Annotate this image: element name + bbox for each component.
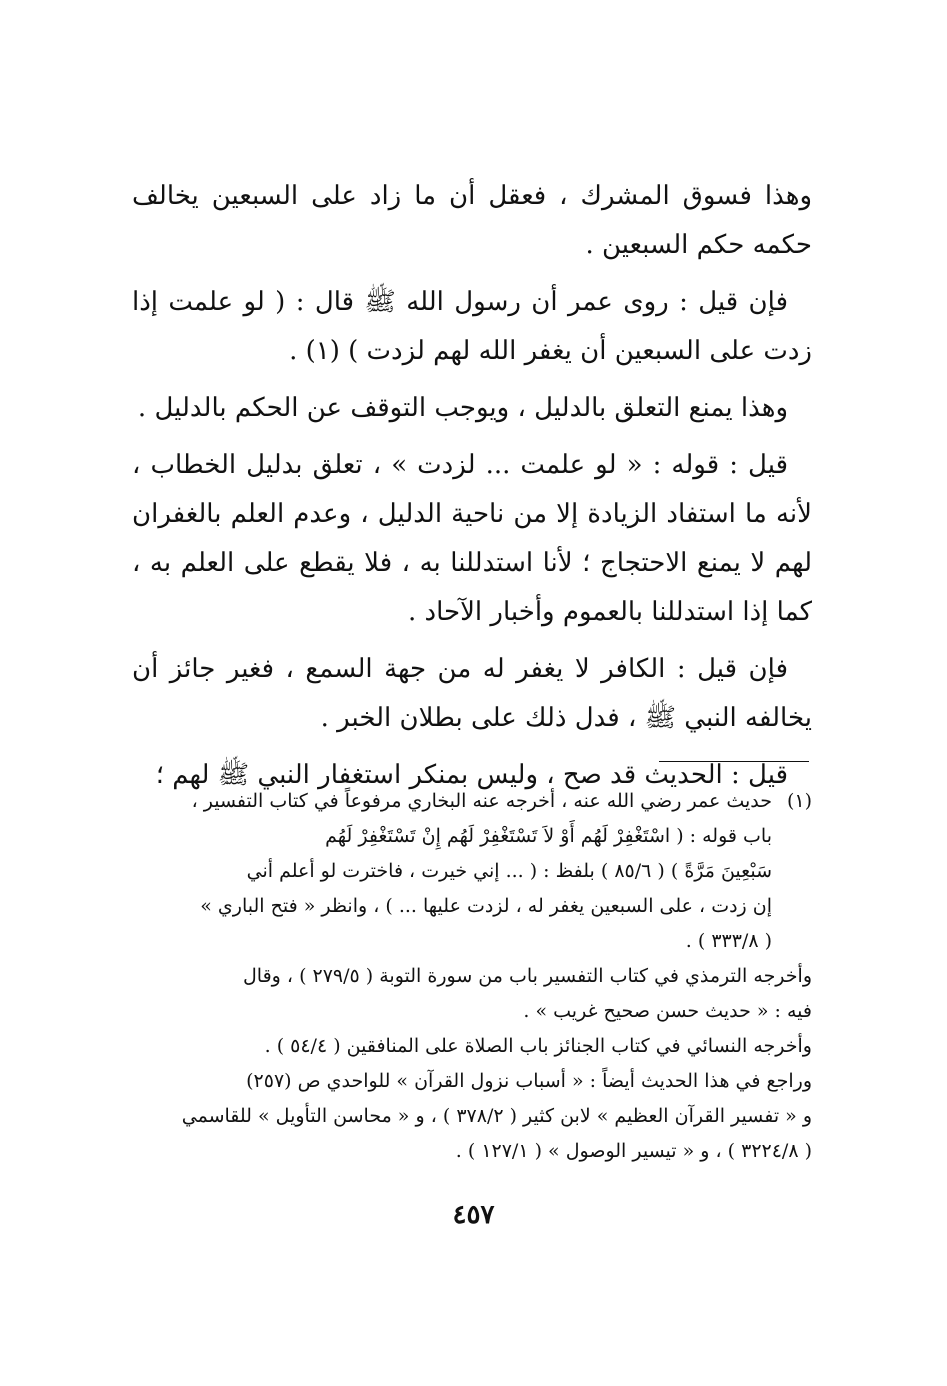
paragraph-1: وهذا فسوق المشرك ، فعقل أن ما زاد على السبعين يخالف حكمه حكم السبعين . [132,181,812,260]
footnote-number: (١) [786,790,812,812]
footnote-line: باب قوله : ( اسْتَغْفِرْ لَهُم أَوْ لاَ تَسْتَغْفِرْ لَهُم إِنْ تَسْتَغْفِرْ لَهُم [325,825,772,847]
footnote-line: إن زدت ، على السبعين يغفر له ، لزدت عليها ... ) ، وانظر « فتح الباري » [200,895,772,917]
paragraph-5: فإن قيل : الكافر لا يغفر له من جهة السمع ، فغير جائز أن يخالفه النبي ﷺ ، فدل ذلك على بطلان الخبر . [132,654,812,733]
footnote-1 [132,784,812,959]
main-text [132,172,812,808]
footnotes [132,784,812,1169]
footnote-line: و « تفسير القرآن العظيم » لابن كثير ( ٣٧٨/٢ ) ، و « محاسن التأويل » للقاسمي [181,1105,812,1127]
footnote-line: فيه : « حديث حسن صحيح غريب » . [523,1000,812,1022]
paragraph-6: قيل : الحديث قد صح ، وليس بمنكر استغفار النبي ﷺ لهم ؛ [155,760,788,790]
footnote-line: ( ٣٢٢٤/٨ ) ، و « تيسير الوصول » ( ١٢٧/١ ) . [455,1140,812,1162]
footnote-1-lines [132,784,772,959]
footnote-line: وأخرجه الترمذي في كتاب التفسير باب من سورة التوبة ( ٢٧٩/٥ ) ، وقال [243,965,812,987]
footnote-divider [659,761,809,762]
page-number: ٤٥٧ [452,1200,495,1230]
footnote-line: حديث عمر رضي الله عنه ، أخرجه عنه البخاري مرفوعاً في كتاب التفسير ، [191,790,772,812]
footnote-line: وأخرجه النسائي في كتاب الجنائز باب الصلاة على المنافقين ( ٥٤/٤ ) . [264,1035,812,1057]
paragraph-4: قيل : قوله : « لو علمت ... لزدت » ، تعلق بدليل الخطاب ، لأنه ما استفاد الزيادة إلا من ناحية الدليل ، وعدم العلم بالغفران لهم لا يمنع الاحتجاج ؛ لأنا استدللنا به ، فلا يقطع على العلم به ، كما إذا استدللنا بالعموم وأخبار الآحاد . [132,450,812,627]
paragraph-2: فإن قيل : روى عمر أن رسول الله ﷺ قال : ( لو علمت إذا زدت على السبعين أن يغفر الله لهم لزدت ) (١) . [132,287,812,366]
footnote-line: سَبْعِينَ مَرَّةً ) ( ٨٥/٦ ) بلفظ : ( ... إني خيرت ، فاخترت لو أعلم أني [246,860,772,882]
footnote-line: ( ٣٣٣/٨ ) . [685,930,772,952]
paragraph-3: وهذا يمنع التعلق بالدليل ، ويوجب التوقف عن الحكم بالدليل . [137,393,788,423]
footnote-line: وراجع في هذا الحديث أيضاً : « أسباب نزول القرآن » للواحدي ص (٢٥٧) [246,1070,812,1092]
